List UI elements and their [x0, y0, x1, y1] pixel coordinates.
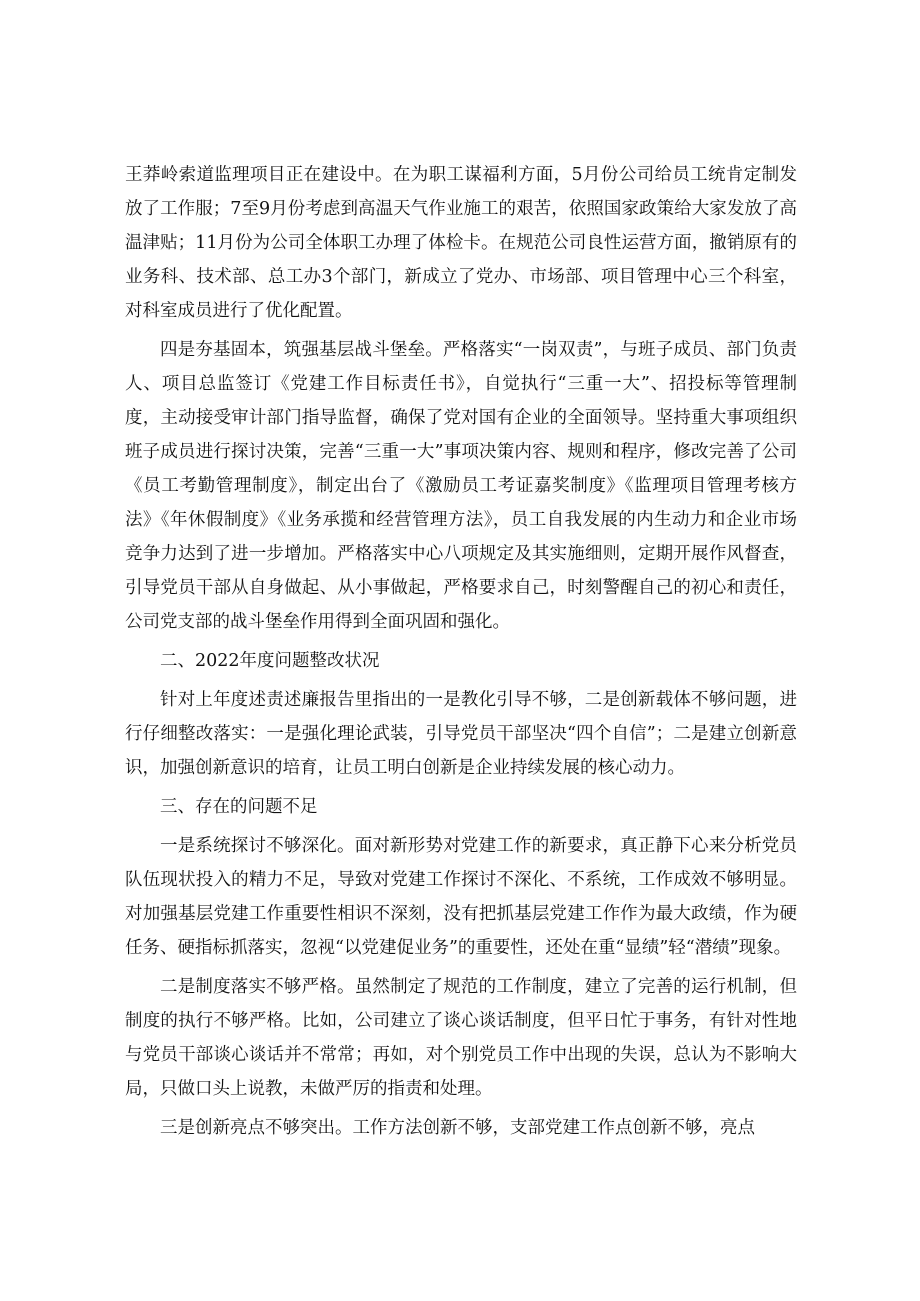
section-heading-2: 二、2022年度问题整改状况: [160, 651, 380, 671]
paragraph-1: 王莽岭索道监理项目正在建设中。在为职工谋福利方面，5月份公司给员工统肯定制发放了工作服；7至9月份考虑到高温天气作业施工的艰苦，依照国家政策给大家发放了高温津贴；11月份为公司全体职工办理了体检卡。在规范公司良性运营方面，撤销原有的业务科、技术部、总工办3个部门，新成立了党办、市场部、项目管理中心三个科室，对科室成员进行了优化配置。: [125, 165, 797, 321]
section-heading-3: 三、存在的问题不足: [160, 797, 318, 817]
paragraph-4: 一是系统探讨不够深化。面对新形势对党建工作的新要求，真正静下心来分析党员队伍现状投入的精力不足，导致对党建工作探讨不深化、不系统，工作成效不够明显。对加强基层党建工作重要性相识不深刻，没有把抓基层党建工作作为最大政绩，作为硬任务、硬指标抓落实，忽视“以党建促业务”的重要性，还处在重“显绩”轻“潜绩”现象。: [125, 836, 797, 958]
paragraph-6: 三是创新亮点不够突出。工作方法创新不够，支部党建工作点创新不够，亮点: [160, 1118, 755, 1138]
paragraph-3: 针对上年度述责述廉报告里指出的一是教化引导不够，二是创新载体不够问题，进行仔细整改落实：一是强化理论武装，引导党员干部坚决“四个自信”；二是建立创新意识，加强创新意识的培育，让员工明白创新是企业持续发展的核心动力。: [125, 690, 797, 778]
document-page: [125, 158, 797, 1145]
paragraph-5: 二是制度落实不够严格。虽然制定了规范的工作制度，建立了完善的运行机制，但制度的执行不够严格。比如，公司建立了谈心谈话制度，但平日忙于事务，有针对性地与党员干部谈心谈话并不常常；再如，对个别党员工作中出现的失误，总认为不影响大局，只做口头上说教，未做严厉的指责和处理。: [125, 977, 797, 1099]
paragraph-2: 四是夯基固本，筑强基层战斗堡垒。严格落实“一岗双责”，与班子成员、部门负责人、项目总监签订《党建工作目标责任书》，自觉执行“三重一大”、招投标等管理制度，主动接受审计部门指导监督，确保了党对国有企业的全面领导。坚持重大事项组织班子成员进行探讨决策，完善“三重一大”事项决策内容、规则和程序，修改完善了公司《员工考勤管理制度》，制定出台了《激励员工考证嘉奖制度》《监理项目管理考核方法》《年休假制度》《业务承揽和经营管理方法》，员工自我发展的内生动力和企业市场竞争力达到了进一步增加。严格落实中心八项规定及其实施细则，定期开展作风督查，引导党员干部从自身做起、从小事做起，严格要求自己，时刻警醒自己的初心和责任，公司党支部的战斗堡垒作用得到全面巩固和强化。: [125, 340, 797, 632]
